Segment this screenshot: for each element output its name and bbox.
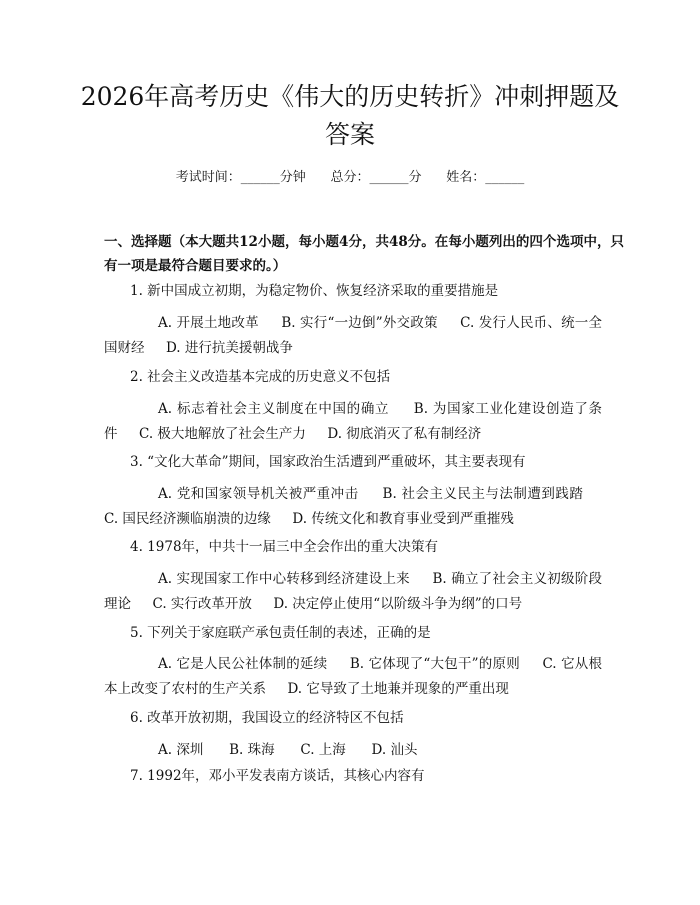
question-options: [104, 738, 602, 763]
option: B. 珠海: [229, 742, 275, 758]
option: B. 社会主义民主与法制遭到践踏: [382, 486, 584, 502]
question-options: [104, 397, 602, 447]
question-stem: 5. 下列关于家庭联产承包责任制的表述，正确的是: [130, 625, 431, 641]
option: D. 传统文化和教育事业受到严重摧残: [292, 511, 514, 527]
exam-info: 考试时间：______分钟 总分：______分 姓名：______: [175, 170, 525, 185]
section-heading: 一、选择题（本大题共12小题，每小题4分，共48分。在每小题列出的四个选项中，只有一项是最符合题目要求的。）: [104, 234, 624, 274]
question-stem: 1. 新中国成立初期，为稳定物价、恢复经济采取的重要措施是: [130, 283, 499, 299]
question-options: [104, 652, 602, 702]
option: A. 开展土地改革: [158, 315, 259, 331]
option: C. 上海: [300, 742, 346, 758]
option: A. 深圳: [158, 742, 204, 758]
option: D. 进行抗美援朝战争: [165, 340, 293, 356]
option: B. 为国家工业化建设创造了条件: [104, 401, 602, 442]
option: A. 它是人民公社体制的延续: [158, 656, 328, 672]
page-title: 2026年高考历史《伟大的历史转折》冲刺押题及答案: [80, 82, 620, 149]
question-stem: 3. “文化大革命”期间，国家政治生活遭到严重破坏，其主要表现有: [130, 454, 526, 470]
option: C. 它从根本上改变了农村的生产关系: [104, 656, 602, 697]
option: C. 国民经济濒临崩溃的边缘: [104, 511, 271, 527]
option: A. 党和国家领导机关被严重冲击: [158, 486, 359, 502]
option: C. 实行改革开放: [152, 596, 252, 612]
option: B. 实行“一边倒”外交政策: [281, 315, 438, 331]
question-stem: 7. 1992年，邓小平发表南方谈话，其核心内容有: [130, 768, 425, 784]
option: C. 极大地解放了社会生产力: [138, 426, 306, 442]
option: D. 决定停止使用“以阶级斗争为纲”的口号: [273, 596, 523, 612]
option: C. 发行人民币、统一全国财经: [104, 315, 602, 356]
question-options: [104, 567, 602, 617]
question-options: [104, 482, 602, 532]
question-stem: 4. 1978年，中共十一届三中全会作出的重大决策有: [130, 539, 439, 555]
question-stem: 2. 社会主义改造基本完成的历史意义不包括: [130, 369, 391, 385]
option: D. 汕头: [371, 742, 418, 758]
option: D. 它导致了土地兼并现象的严重出现: [287, 681, 509, 697]
option: A. 标志着社会主义制度在中国的确立: [158, 401, 390, 417]
question-stem: 6. 改革开放初期，我国设立的经济特区不包括: [130, 710, 404, 726]
option: B. 确立了社会主义初级阶段理论: [104, 571, 602, 612]
option: D. 彻底消灭了私有制经济: [327, 426, 482, 442]
question-options: [104, 311, 602, 361]
option: A. 实现国家工作中心转移到经济建设上来: [158, 571, 410, 587]
option: B. 它体现了“大包干”的原则: [349, 656, 520, 672]
